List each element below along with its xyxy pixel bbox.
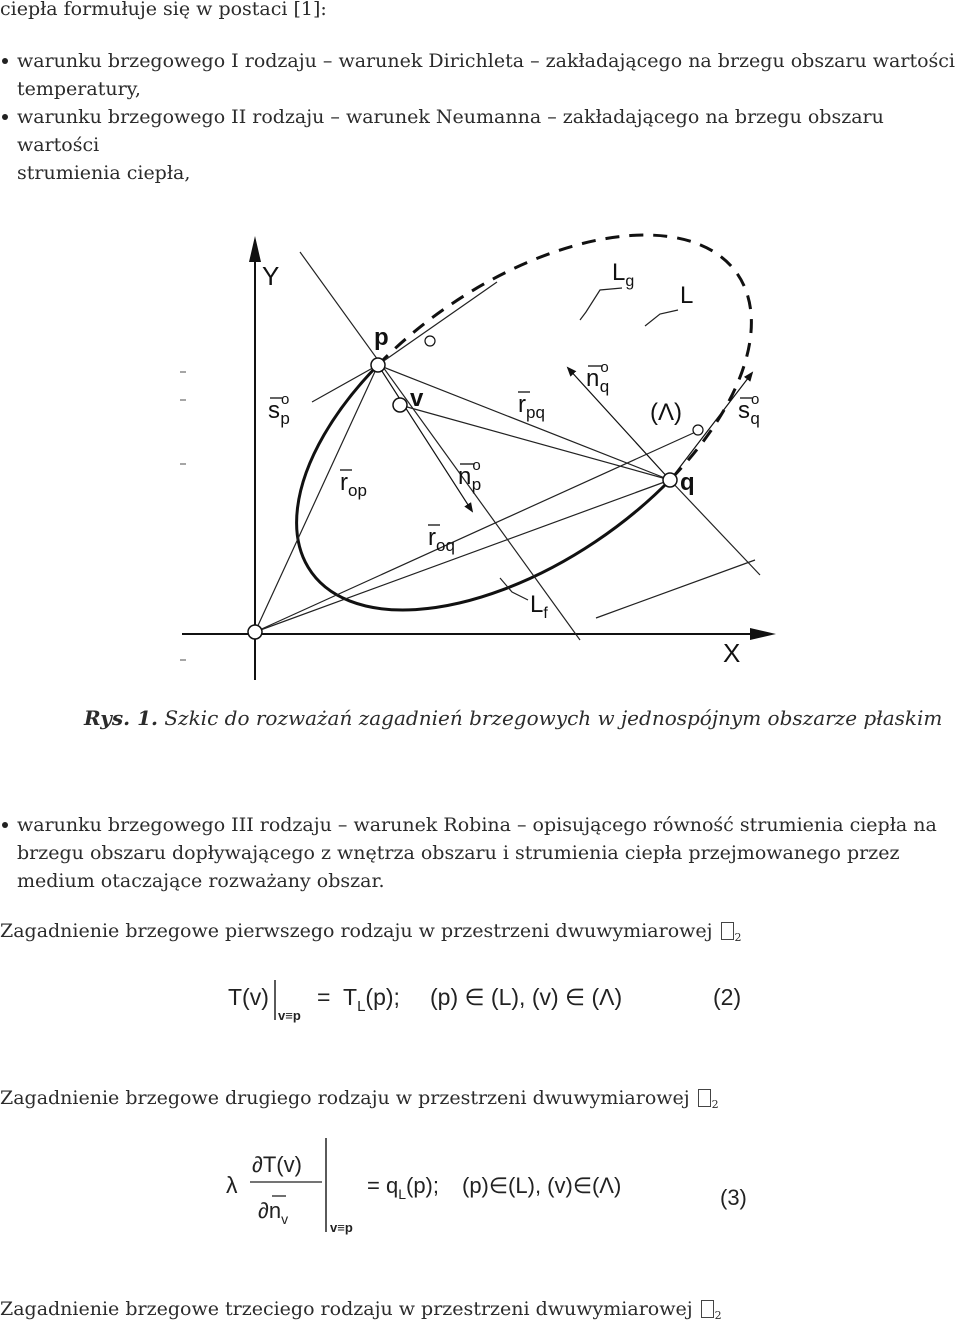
label-rop: $r_{op}$ [340,469,367,500]
point-q2 [693,425,703,435]
label-lg: $L_g$ [612,259,635,290]
label-v: v [410,385,424,412]
label-l: L [680,282,694,309]
list-item [0,811,960,839]
list-item-text: warunku brzegowego I rodzaju – warunek Dirichleta – zakładającego na brzegu obszaru wartości [17,50,955,72]
eq3-cond: v≡p [330,1220,353,1235]
list-item-text: brzegu obszaru dopływającego z wnętrza obszaru i strumienia ciepła przejmowanego przez [17,842,900,864]
label-q: q [680,469,695,496]
subscript: 2 [714,1309,722,1322]
paragraph-text: Zagadnienie brzegowe pierwszego rodzaju w przestrzeni dwuwymiarowej [0,920,713,942]
paragraph-third-kind [0,1295,722,1330]
eq3-number: (3) [720,1185,747,1210]
list-item-text: warunku brzegowego II rodzaju – warunek Neumanna – zakładającego na brzegu obszaru wartości [17,106,884,156]
leader-lg [580,288,622,320]
label-sq: $s^o$ q [738,391,760,428]
eq2-rhs: $T_L(p)$; [343,984,400,1015]
point-p [371,358,385,372]
eq2-lhs: T(v) [228,984,269,1010]
list-item-cont [0,839,960,867]
eq3-numerator: ∂T(v) [252,1152,302,1177]
eq3-denominator: $\partial n_v$ [258,1198,289,1227]
eq2-domain: (p) ∈ (L), (v) ∈ (Λ) [430,984,623,1010]
boundary-curve-dashed [378,235,751,480]
y-axis-arrow-icon [249,236,261,262]
line-q-ext [596,560,755,618]
bullet-icon [2,822,8,828]
subscript: 2 [734,931,742,944]
missing-glyph-icon [701,1300,714,1318]
eq3-lambda: λ [226,1172,238,1198]
normal-line-p [312,365,378,402]
bullet-list-bottom [0,811,960,895]
list-item-text: warunku brzegowego III rodzaju – warunek Robina – opisującego równość strumienia ciepła na [17,814,937,836]
point-p2 [425,336,435,346]
paragraph-text: Zagadnienie brzegowe drugiego rodzaju w przestrzeni dwuwymiarowej [0,1087,690,1109]
figure-caption [84,706,942,730]
list-item-cont [0,867,960,895]
list-item-text: strumienia ciepła, [17,162,191,184]
eq3-domain: (p)∈(L), (v)∈(Λ) [462,1173,622,1198]
label-rpq: $r_{pq}$ [518,391,545,422]
list-item-text: temperatury, [17,78,141,100]
line-p-up [378,282,497,365]
caption-text: Szkic do rozważań zagadnień brzegowych w jednospójnym obszarze płaskim [164,706,943,730]
missing-glyph-icon [721,922,734,940]
list-item-text: medium otaczające rozważany obszar. [17,870,385,892]
paragraph-second-kind [0,1084,719,1119]
paragraph-text: Zagadnienie brzegowe trzeciego rodzaju w przestrzeni dwuwymiarowej [0,1298,693,1320]
intro-text: ciepła formułuje się w postaci [1]: [0,0,327,20]
label-p: p [374,324,389,351]
label-roq: $r_{oq}$ [428,524,455,555]
eq2-cond: v≡p [278,1008,301,1023]
missing-glyph-icon [698,1089,711,1107]
paragraph-first-kind [0,917,742,952]
label-y: Y [262,261,280,291]
point-q [663,473,677,487]
eq3-rhs: = $q_L(p)$; [367,1173,439,1202]
x-axis-arrow-icon [750,628,776,640]
label-x: X [723,638,741,668]
point-v [393,398,407,412]
line-oq [255,480,670,632]
leader-l [645,310,678,326]
point-origin [248,625,262,639]
label-lf: $L_f$ [530,591,548,622]
label-sp: $s^o$ p [268,391,290,428]
label-lambda: (Λ) [650,399,683,426]
tangent-arrow-sq [670,373,752,480]
label-np: $n^o$ p [458,457,482,494]
caption-label: Rys. 1. [84,706,158,730]
label-nq: $n^o$ q [586,359,610,396]
eq2-number: (2) [713,984,742,1010]
subscript: 2 [711,1098,719,1111]
eq2-eq: = [317,984,331,1010]
line-pq [378,365,670,480]
